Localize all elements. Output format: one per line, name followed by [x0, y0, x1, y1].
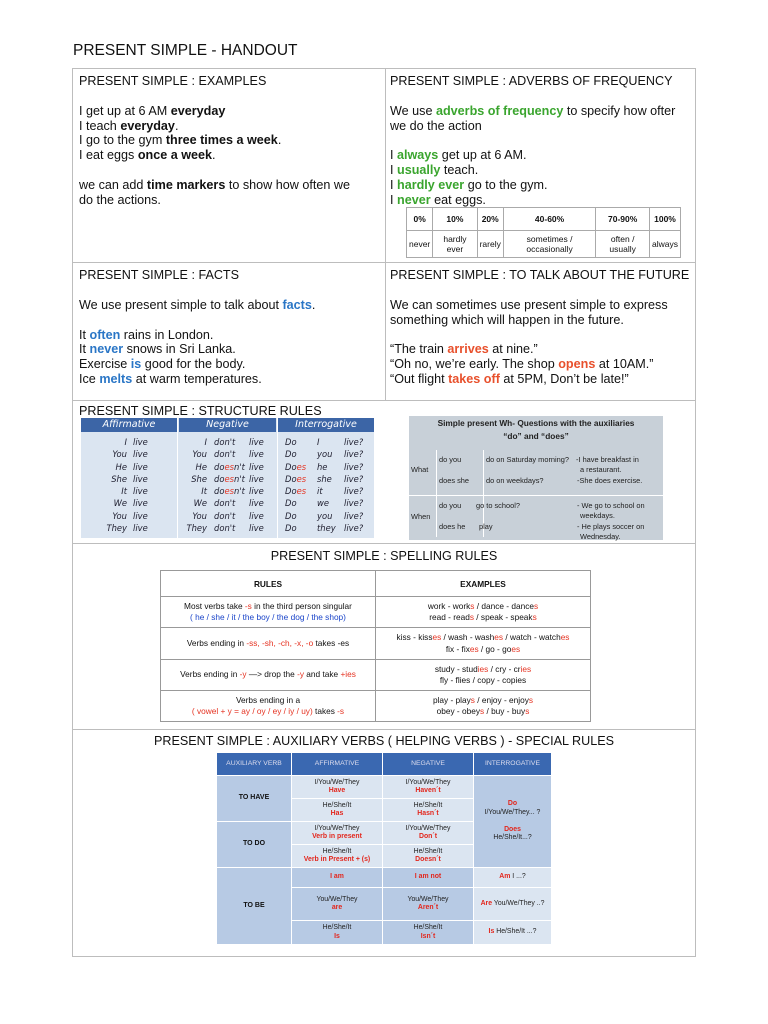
- interrogative-subject-cell: I: [317, 437, 320, 447]
- negative-auxiliary-cell: doesn't: [214, 461, 245, 472]
- interrogative-verb-cell: live?: [344, 437, 364, 447]
- adverbs-heading: PRESENT SIMPLE : ADVERBS OF FREQUENCY: [390, 74, 673, 88]
- negative-subject-cell: I: [204, 437, 207, 447]
- interrogative-auxiliaries: [285, 436, 306, 534]
- column-divider: [385, 68, 386, 400]
- interrogative-auxiliary-cell: Does: [285, 461, 307, 472]
- negative-subject-cell: They: [186, 523, 207, 534]
- example-line: I eat eggs once a week.: [79, 148, 216, 163]
- negative-subject-cell: You: [192, 449, 207, 460]
- wh-subtitle: “do” and “does”: [503, 431, 569, 441]
- facts-section: PRESENT SIMPLE : FACTS We use present simple to talk about facts. It often rains in London. It never snows in Sri Lanka. Exercise is good for the body. Ice melts at warm temperatures.: [79, 268, 379, 387]
- future-example: “Out flight takes off at 5PM, Don’t be late!”: [390, 371, 629, 386]
- negative-auxiliary-cell: don't: [214, 449, 236, 460]
- negative-auxiliary-cell: don't: [214, 510, 236, 521]
- future-heading: PRESENT SIMPLE : TO TALK ABOUT THE FUTURE: [390, 268, 690, 282]
- negative-subject-cell: We: [193, 498, 207, 509]
- negative-auxiliary-cell: doesn't: [214, 473, 245, 484]
- page-title: PRESENT SIMPLE - HANDOUT: [73, 42, 298, 59]
- affirmative-verbs: [133, 436, 148, 534]
- row-divider-3: [72, 543, 696, 544]
- negative-auxiliary-cell: don't: [214, 523, 236, 534]
- adverb-example: I never eat eggs.: [390, 192, 486, 207]
- negative-verb-cell: live: [249, 510, 264, 521]
- interrogative-subject-cell: we: [317, 498, 330, 509]
- interrogative-verb-cell: live?: [344, 449, 364, 460]
- affirmative-subject-cell: They: [106, 523, 127, 534]
- interrogative-auxiliary-cell: Do: [285, 510, 297, 521]
- auxiliary-heading: PRESENT SIMPLE : AUXILIARY VERBS ( HELPING VERBS ) - SPECIAL RULES: [153, 734, 615, 748]
- future-example: “The train arrives at nine.”: [390, 342, 538, 357]
- future-example: “Oh no, we’re early. The shop opens at 10AM.”: [390, 357, 654, 372]
- interrogative-subject-cell: he: [317, 461, 328, 472]
- negative-verb-cell: live: [249, 523, 264, 534]
- spelling-table: RULES EXAMPLES Most verbs take -s in the third person singular ( he / she / it / the boy / the dog / the shop) work - works / dance - dances read - reads / speak - speaks Verbs ending in -ss, -sh, -ch, -x, -o takes -es kiss - kisses / wash - washes / watch - watches fix - fixes / go - goes Verbs ending in -y —> drop the -y and take +ies study - studies / cry - cries fly - flies / copy - copies Verbs ending in a ( vowel + y = ay / oy / ey / iy / uy) takes -s play - plays / enjoy - enjoys obey - obeys / buy - buys: [160, 570, 591, 722]
- wh-title: Simple present Wh- Questions with the auxiliaries: [437, 418, 635, 428]
- fact-example: Exercise is good for the body.: [79, 357, 246, 372]
- affirmative-verb-cell: live: [133, 461, 148, 472]
- negative-auxiliaries: [214, 436, 245, 534]
- affirmative-verb-cell: live: [133, 523, 148, 534]
- interrogative-verb-cell: live?: [344, 461, 364, 472]
- example-line: I go to the gym three times a week.: [79, 133, 282, 148]
- affirmative-subjects: [89, 436, 127, 534]
- negative-subject-cell: He: [195, 461, 207, 472]
- negative-subject-cell: She: [191, 473, 207, 484]
- affirmative-verb-cell: live: [133, 437, 148, 447]
- negative-subject-cell: It: [201, 486, 207, 497]
- structure-heading: PRESENT SIMPLE : STRUCTURE RULES: [79, 404, 322, 418]
- affirmative-subject-cell: You: [112, 449, 127, 460]
- adverb-example: I always get up at 6 AM.: [390, 148, 527, 163]
- affirmative-verb-cell: live: [133, 449, 148, 460]
- negative-auxiliary-cell: don't: [214, 437, 236, 447]
- negative-verb-cell: live: [249, 498, 264, 509]
- affirmative-subject-cell: I: [124, 437, 127, 447]
- future-section: PRESENT SIMPLE : TO TALK ABOUT THE FUTURE We can sometimes use present simple to express something which will happen in the future. “The train arrives at nine.” “Oh no, we’re early. The shop opens at 10AM.” “Out flight takes off at 5PM, Don’t be late!”: [390, 268, 694, 387]
- interrogative-verb-cell: live?: [344, 473, 364, 484]
- row-divider-2: [72, 400, 696, 401]
- interrogative-verbs: [344, 436, 363, 534]
- wh-questions-panel: Simple present Wh- Questions with the auxiliaries “do” and “does” What When do you do on Saturday morning? -I have breakfast in a restaurant. does she do on weekdays? -She does exercise. do you go to school? - We go to school on weekdays. does he play - He plays soccer on Wednesday.: [409, 416, 663, 540]
- negative-verb-cell: live: [249, 473, 264, 484]
- negative-verb-cell: live: [249, 437, 264, 447]
- table-row: Verbs ending in -ss, -sh, -ch, -x, -o takes -es kiss - kisses / wash - washes / watch - watches fix - fixes / go - goes: [161, 628, 591, 660]
- interrogative-subject-cell: you: [317, 510, 333, 521]
- interrogative-subject-cell: you: [317, 449, 333, 460]
- examples-heading: PRESENT SIMPLE : EXAMPLES: [79, 74, 267, 88]
- row-divider-4: [72, 729, 696, 730]
- example-line: I get up at 6 AM everyday: [79, 103, 226, 118]
- negative-verb-cell: live: [249, 461, 264, 472]
- table-row: Most verbs take -s in the third person singular ( he / she / it / the boy / the dog / the shop) work - works / dance - dances read - reads / speak - speaks: [161, 597, 591, 628]
- spelling-heading: PRESENT SIMPLE : SPELLING RULES: [270, 549, 498, 563]
- interrogative-auxiliary-cell: Does: [285, 486, 307, 497]
- example-line: I teach everyday.: [79, 118, 179, 133]
- fact-example: Ice melts at warm temperatures.: [79, 371, 262, 386]
- fact-example: It never snows in Sri Lanka.: [79, 342, 236, 357]
- interrogative-auxiliary-cell: Do: [285, 449, 297, 460]
- table-row: Verbs ending in a ( vowel + y = ay / oy / ey / iy / uy) takes -s play - plays / enjoy - enjoys obey - obeys / buy - buys: [161, 691, 591, 722]
- adverb-example: I hardly ever go to the gym.: [390, 177, 548, 192]
- table-row: Verbs ending in -y —> drop the -y and take +ies study - studies / cry - cries fly - flies / copy - copies: [161, 660, 591, 691]
- interrogative-auxiliary-cell: Do: [285, 437, 297, 447]
- interrogative-auxiliary-cell: Do: [285, 498, 297, 509]
- interrogative-verb-cell: live?: [344, 498, 364, 509]
- affirmative-verb-cell: live: [133, 498, 148, 509]
- affirmative-subject-cell: She: [111, 473, 127, 484]
- interrogative-verb-cell: live?: [344, 510, 364, 521]
- affirmative-verb-cell: live: [133, 486, 148, 497]
- facts-heading: PRESENT SIMPLE : FACTS: [79, 268, 240, 282]
- affirmative-subject-cell: You: [112, 510, 127, 521]
- example-line: do the actions.: [79, 192, 161, 207]
- negative-verb-cell: live: [249, 486, 264, 497]
- interrogative-auxiliary-cell: Does: [285, 473, 307, 484]
- negative-subjects: [181, 436, 207, 534]
- fact-example: It often rains in London.: [79, 327, 214, 342]
- negative-auxiliary-cell: don't: [214, 498, 236, 509]
- structure-table: Affirmative Negative Interrogative I You He She It We You They live live live live live live live live I You He She It We You They don't don't doesn't doesn't doesn't don't don't don't live live live live live live live live Do Do Does Does Does Do Do Do I you he she it we you they live? live? live? live? live? live? live? live?: [81, 418, 374, 538]
- negative-subject-cell: You: [192, 510, 207, 521]
- interrogative-subject-cell: she: [317, 473, 332, 484]
- row-divider-1: [72, 262, 696, 263]
- interrogative-auxiliary-cell: Do: [285, 523, 297, 534]
- negative-verbs: [249, 436, 264, 534]
- interrogative-verb-cell: live?: [344, 486, 364, 497]
- adverb-example: I usually teach.: [390, 163, 479, 178]
- adverbs-section: PRESENT SIMPLE : ADVERBS OF FREQUENCY We use adverbs of frequency to specify how ofter we do the action I always get up at 6 AM. I usually teach. I hardly ever go to the gym. I never eat eggs.: [390, 74, 690, 208]
- auxiliary-table: AUXILIARY VERB AFFIRMATIVE NEGATIVE INTERROGATIVE TO HAVE I/You/We/They Have I/You/We/They Haven´t Do I/You/We/They... ? Does He/She/It...? He/She/It Has He/She/It Hasn´t TO DO I/You/We/They Verb in present I/You/We/They Don´t He/She/It Verb in Present + (s) He/She/It Doesn´t TO BE I am I am not Am I ...? You/We/They are You/We/They Aren´t Are You/We/They ..? He/She/It Is He/She/It Isn´t Is He/She/It ...?: [216, 752, 552, 945]
- affirmative-verb-cell: live: [133, 510, 148, 521]
- example-line: we can add time markers to show how often we: [79, 177, 350, 192]
- affirmative-subject-cell: He: [115, 461, 127, 472]
- frequency-table: 0% 10% 20% 40-60% 70-90% 100% never hardly ever rarely sometimes / occasionally often / usually always: [406, 207, 681, 258]
- interrogative-subject-cell: it: [317, 486, 323, 497]
- affirmative-verb-cell: live: [133, 473, 148, 484]
- affirmative-subject-cell: It: [121, 486, 127, 497]
- examples-section: [79, 74, 379, 208]
- negative-verb-cell: live: [249, 449, 264, 460]
- interrogative-subjects: [317, 436, 336, 534]
- affirmative-subject-cell: We: [113, 498, 127, 509]
- negative-auxiliary-cell: doesn't: [214, 486, 245, 497]
- interrogative-subject-cell: they: [317, 523, 336, 534]
- interrogative-verb-cell: live?: [344, 523, 364, 534]
